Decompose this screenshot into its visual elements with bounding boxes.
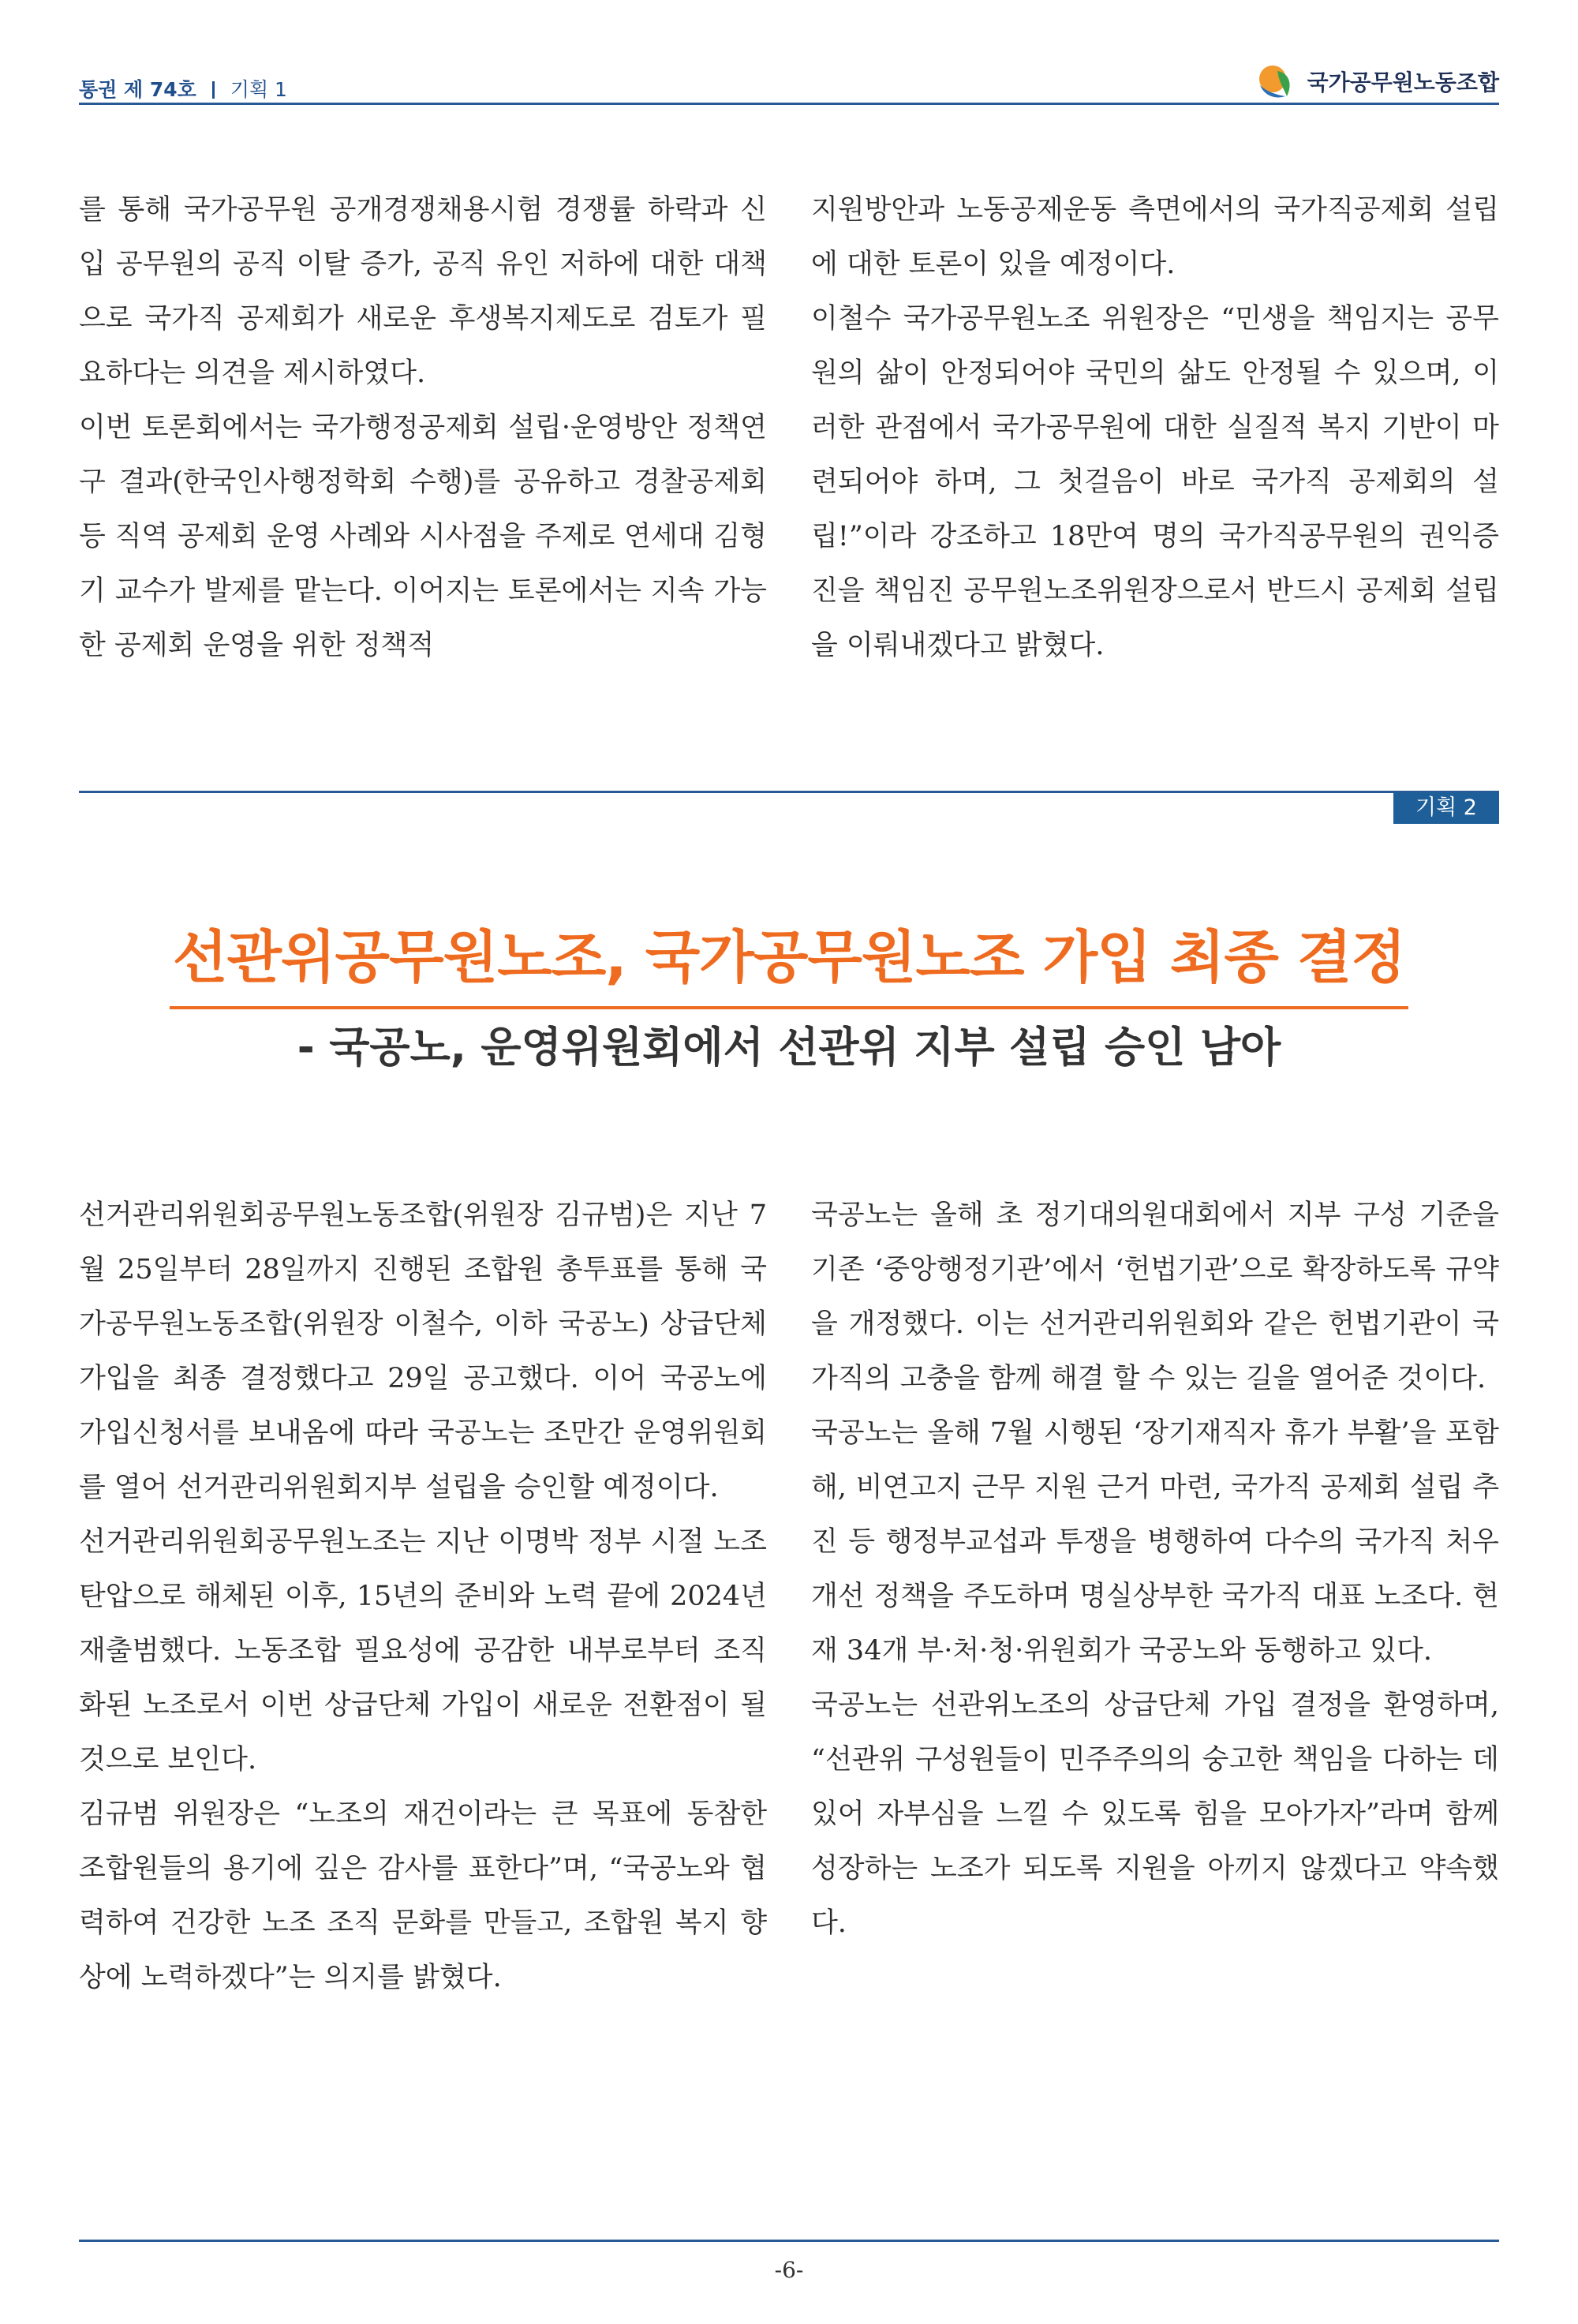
paragraph: 선거관리위원회공무원노조는 지난 이명박 정부 시절 노조 탄압으로 해체된 이후, 15년의 준비와 노력 끝에 2024년 재출범했다. 노동조합 필요성에 공감한 내부로부터 조직화된 노조로서 이번 상급단체 가입이 새로운 전환점이 될 것으로 보인다. (79, 1526, 767, 1776)
paragraph: 국공노는 선관위노조의 상급단체 가입 결정을 환영하며, “선관위 구성원들이 민주주의의 숭고한 책임을 다하는 데 있어 자부심을 느낄 수 있도록 힘을 모아가자”라며 함께 성장하는 노조가 되도록 지원을 아끼지 않겠다고 약속했다. (811, 1690, 1499, 1939)
union-logo-icon (1254, 62, 1301, 101)
issue-info (79, 74, 287, 103)
section-tag: 기획 2 (1393, 792, 1499, 824)
logo-text: 국가공무원노동조합 (1307, 69, 1499, 95)
paragraph: 김규범 위원장은 “노조의 재건이라는 큰 목표에 동참한 조합원들의 용기에 깊은 감사를 표한다”며, “국공노와 협력하여 건강한 노조 조직 문화를 만들고, 조합원 복지 향상에 노력하겠다”는 의지를 밝혔다. (79, 1798, 767, 1993)
footer-rule (79, 2240, 1499, 2242)
paragraph: 지원방안과 노동공제운동 측면에서의 국가직공제회 설립에 대한 토론이 있을 예정이다. (811, 194, 1499, 280)
article-left-column (79, 1188, 767, 2005)
paragraph: 이철수 국가공무원노조 위원장은 “민생을 책임지는 공무원의 삶이 안정되어야 국민의 삶도 안정될 수 있으며, 이러한 관점에서 국가공무원에 대한 실질적 복지 기반이 마련되어야 하며, 그 첫걸음이 바로 국가직 공제회의 설립!”이라 강조하고 18만여 명의 국가직공무원의 권익증진을 책임진 공무원노조위원장으로서 반드시 공제회 설립을 이뤄내겠다고 밝혔다. (811, 303, 1499, 661)
article-right-column (811, 1188, 1499, 1951)
paragraph: 국공노는 올해 7월 시행된 ‘장기재직자 휴가 부활’을 포함해, 비연고지 근무 지원 근거 마련, 국가직 공제회 설립 추진 등 행정부교섭과 투쟁을 병행하여 다수의 국가직 처우 개선 정책을 주도하며 명실상부한 국가직 대표 노조다. 현재 34개 부·처·청·위원회가 국공노와 동행하고 있다. (811, 1417, 1499, 1667)
page-header (79, 57, 1499, 104)
header-divider (212, 81, 215, 99)
paragraph: 를 통해 국가공무원 공개경쟁채용시험 경쟁률 하락과 신입 공무원의 공직 이탈 증가, 공직 유인 저하에 대한 대책으로 국가직 공제회가 새로운 후생복지제도로 검토가 필요하다는 의견을 제시하였다. (79, 194, 767, 389)
paragraph: 국공노는 올해 초 정기대의원대회에서 지부 구성 기준을 기존 ‘중앙행정기관’에서 ‘헌법기관’으로 확장하도록 규약을 개정했다. 이는 선거관리위원회와 같은 헌법기관이 국가직의 고충을 함께 해결 할 수 있는 길을 열어준 것이다. (811, 1199, 1499, 1394)
paragraph: 선거관리위원회공무원노동조합(위원장 김규범)은 지난 7월 25일부터 28일까지 진행된 조합원 총투표를 통해 국가공무원노동조합(위원장 이철수, 이하 국공노) 상급단체 가입을 최종 결정했다고 29일 공고했다. 이어 국공노에 가입신청서를 보내옴에 따라 국공노는 조만간 운영위원회를 열어 선거관리위원회지부 설립을 승인할 예정이다. (79, 1199, 767, 1503)
issue-number: 통권 제 74호 (79, 78, 196, 101)
article-subtitle: - 국공노, 운영위원회에서 선관위 지부 설립 승인 남아 (297, 1024, 1281, 1072)
page-number: -6- (774, 2257, 804, 2283)
top-left-column (79, 183, 767, 673)
article-title: 선관위공무원노조, 국가공무원노조 가입 최종 결정 (170, 911, 1408, 1009)
section-rule (79, 791, 1499, 793)
top-right-column (811, 183, 1499, 673)
union-logo (1254, 62, 1499, 101)
section-label: 기획 1 (230, 78, 287, 101)
article-title-wrap (0, 911, 1578, 1009)
paragraph: 이번 토론회에서는 국가행정공제회 설립·운영방안 정책연구 결과(한국인사행정학회 수행)를 공유하고 경찰공제회 등 직역 공제회 운영 사례와 시사점을 주제로 연세대 김형기 교수가 발제를 맡는다. 이어지는 토론에서는 지속 가능한 공제회 운영을 위한 정책적 (79, 412, 767, 661)
header-rule (79, 103, 1499, 105)
